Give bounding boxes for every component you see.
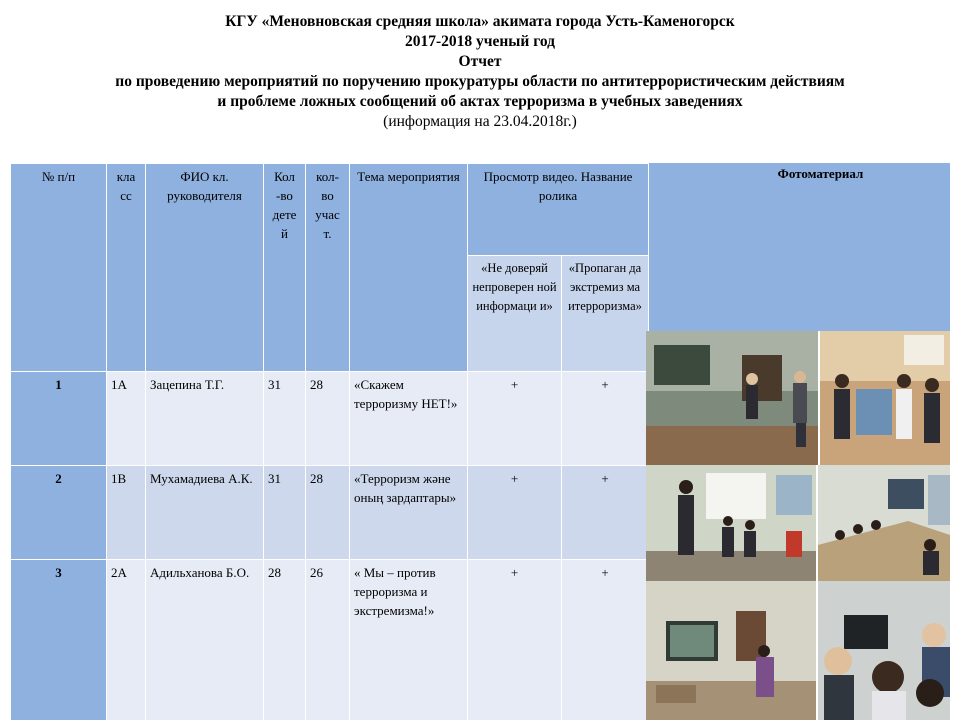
row-participants: 28 <box>306 466 350 560</box>
col-header-participants: кол- во учас т. <box>306 164 350 372</box>
photo-students-desks <box>818 465 950 581</box>
table-row <box>11 560 649 721</box>
video-title-2: «Пропаган да экстремиз ма итерроризма» <box>562 256 649 372</box>
row-class: 2А <box>107 560 146 721</box>
row-children: 31 <box>264 372 306 466</box>
col-header-topic: Тема мероприятия <box>350 164 468 372</box>
row-children: 31 <box>264 466 306 560</box>
photo-students-poster <box>820 331 950 465</box>
row-num: 1 <box>11 372 107 466</box>
row-topic: «Терроризм және оның зардаптары» <box>350 466 468 560</box>
photo-class-presentation <box>646 331 818 465</box>
report-header <box>0 12 960 132</box>
report-subject-line2: и проблеме ложных сообщений об актах терроризма в учебных заведениях <box>217 93 743 110</box>
row-teacher: Мухамадиева А.К. <box>146 466 264 560</box>
row-video2-mark: + <box>562 372 649 466</box>
report-date: (информация на 23.04.2018г.) <box>383 113 577 130</box>
photo-students-computers <box>818 581 950 720</box>
row-teacher: Зацепина Т.Г. <box>146 372 264 466</box>
col-header-class: кла сс <box>107 164 146 372</box>
row-class: 1А <box>107 372 146 466</box>
row-teacher: Адильханова Б.О. <box>146 560 264 721</box>
row-participants: 26 <box>306 560 350 721</box>
row-children: 28 <box>264 560 306 721</box>
photo-collage <box>646 331 950 720</box>
row-video2-mark: + <box>562 560 649 721</box>
report-subject-line1: по проведению мероприятий по поручению прокуратуры области по антитеррористическим действиям <box>115 73 845 90</box>
report-table-area <box>10 163 950 720</box>
col-header-photo <box>648 163 950 331</box>
col-header-video: Просмотр видео. Название ролика <box>468 164 649 256</box>
col-header-children: Кол -во дете й <box>264 164 306 372</box>
report-table <box>10 163 649 721</box>
row-video1-mark: + <box>468 466 562 560</box>
row-class: 1В <box>107 466 146 560</box>
photo-video-screening <box>646 581 816 720</box>
report-title: Отчет <box>458 53 502 70</box>
video-title-1: «Не доверяй непроверен ной информаци и» <box>468 256 562 372</box>
table-row <box>11 372 649 466</box>
row-video1-mark: + <box>468 372 562 466</box>
school-year: 2017-2018 ученый год <box>404 33 556 50</box>
row-num: 3 <box>11 560 107 721</box>
photo-header-label: Фотоматериал <box>777 166 864 181</box>
col-header-num: № п/п <box>11 164 107 372</box>
col-header-teacher: ФИО кл. руководителя <box>146 164 264 372</box>
school-title: КГУ «Меновновская средняя школа» акимата города Усть-Каменогорск <box>225 13 735 30</box>
row-video1-mark: + <box>468 560 562 721</box>
photo-classroom-activity <box>646 465 816 581</box>
row-topic: «Скажем терроризму НЕТ!» <box>350 372 468 466</box>
row-video2-mark: + <box>562 466 649 560</box>
row-num: 2 <box>11 466 107 560</box>
table-row <box>11 466 649 560</box>
row-participants: 28 <box>306 372 350 466</box>
row-topic: « Мы – против терроризма и экстремизма!» <box>350 560 468 721</box>
